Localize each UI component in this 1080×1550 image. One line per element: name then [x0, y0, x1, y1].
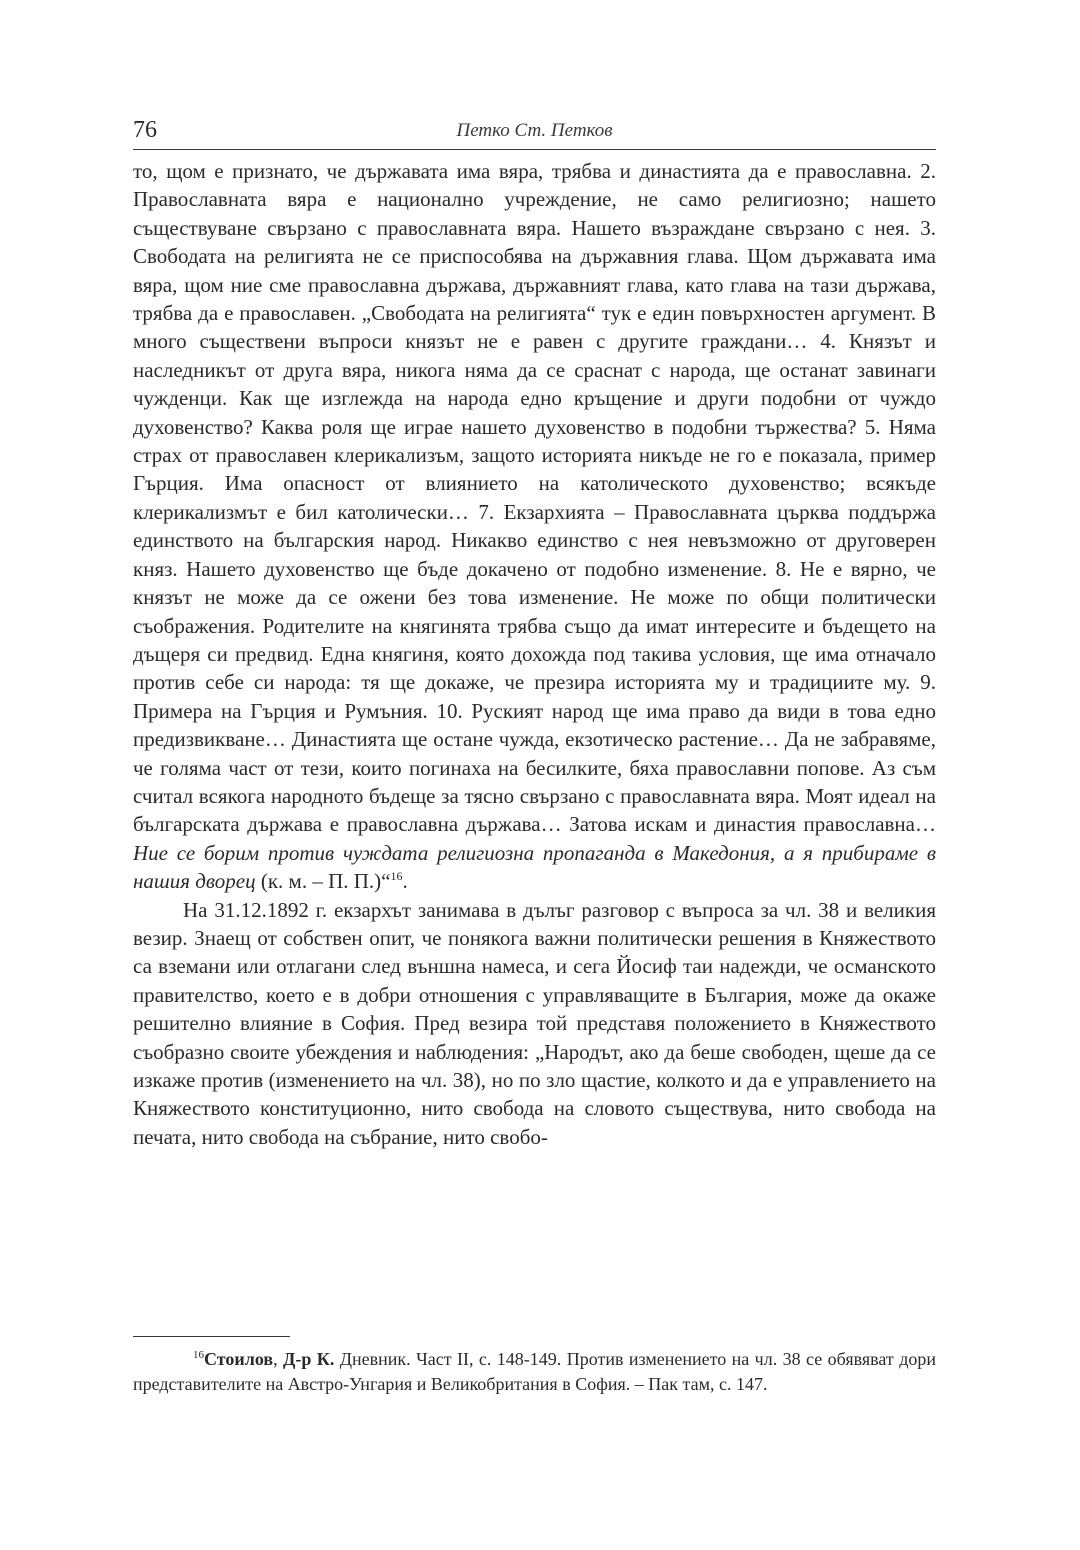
- paragraph-2: На 31.12.1892 г. екзархът занимава в дълъг разговор с въпроса за чл. 38 и великия везир. Знаещ от собствен опит, че понякога важни политически решения в Княжеството са вземани или отлагани след външна намеса, и сега Йосиф таи надежди, че османското правителство, което е в добри отношения с управляващите в България, може да окаже решително влияние в София. Пред везира той представя положението в Княжеството съобразно своите убеждения и наблюдения: „Народът, ако да беше свободен, щеше да се изкаже против (изменението на чл. 38), но по зло щастие, колкото и да е управлението на Княжеството конституционно, нито свобода на словото съществува, нито свобода на печата, нито свобода на събрание, нито свобо-: [133, 897, 936, 1149]
- footnotes: [133, 1347, 936, 1396]
- paragraph-1-text: то, щом е признато, че държавата има вяра, трябва и династията да е православна. 2. Православната вяра е национално учреждение, не само религиозно; нашето съществуване свързано с православната вяра. Нашето възраждане свързано с нея. 3. Свободата на религията не се приспособява на държавния глава. Щом държавата има вяра, щом ние сме православна държава, държавният глава, като глава на тази държава, трябва да е православен. „Свободата на религията“ тук е един повърхностен аргумент. В много съществени въпроси князът не е равен с другите граждани… 4. Князът и наследникът от друга вяра, никога няма да се сраснат с народа, ще останат завинаги чужденци. Как ще изглежда на народа едно кръщение и други подобни от чуждо духовенство? Каква роля ще играе нашето духовенство в подобни тържества? 5. Няма страх от православен клерикализъм, защото историята никъде не го е показала, пример Гърция. Има опасност от влиянието на католическото духовенство; всякъде клерикализмът е бил католически… 7. Екзархията – Православната църква поддържа единството на българския народ. Никакво единство с нея невъзможно от друговерен княз. Нашето духовенство ще бъде докачено от подобно изменение. 8. Не е вярно, че князът не може да се ожени без това изменение. Не може по общи политически съображения. Родителите на княгинята трябва също да имат интересите и бъдещето на дъщеря си предвид. Една княгиня, която дохожда под такива условия, ще има отначало против себе си народа: тя ще докаже, че презира историята му и традициите му. 9. Примера на Гърция и Румъния. 10. Руският народ ще има право да види в това едно предизвикване… Династията ще остане чужда, екзотическо растение… Да не забравяме, че голяма част от тези, които погинаха на бесилките, бяха православни попове. Аз съм считал всякога народното бъдеще за тясно свързано с православната вяра. Моят идеал на българската държава е православна държава… Затова искам и династия православна…: [133, 159, 936, 837]
- footnote-16: [133, 1347, 936, 1396]
- footnote-author-title: Д-р К.: [283, 1349, 335, 1369]
- page-header: [133, 115, 936, 150]
- footnote-text: Дневник. Част II, с. 148-149. Против изменението на чл. 38 се обявяват дори представителите на Австро-Унгария и Великобритания в София. – Пак там, с. 147.: [133, 1349, 936, 1394]
- running-head: Петко Ст. Петков: [456, 120, 613, 141]
- paragraph-1-end: .: [402, 869, 408, 894]
- paragraph-1: [133, 157, 936, 896]
- footnote-reference[interactable]: 16: [390, 869, 403, 884]
- footnote-separator: ,: [273, 1349, 284, 1369]
- body-text: [133, 157, 936, 1151]
- page-number: 76: [133, 117, 157, 143]
- italic-quote: Ние се борим против чуждата религиозна пропаганда в Македония, а я прибираме в нашия дворец: [133, 840, 936, 894]
- footnote-author: Стоилов: [204, 1349, 274, 1369]
- paragraph-1-tail: (к. м. – П. П.)“: [255, 869, 391, 894]
- footnote-number: 16: [193, 1349, 204, 1361]
- footnote-divider: [133, 1336, 290, 1337]
